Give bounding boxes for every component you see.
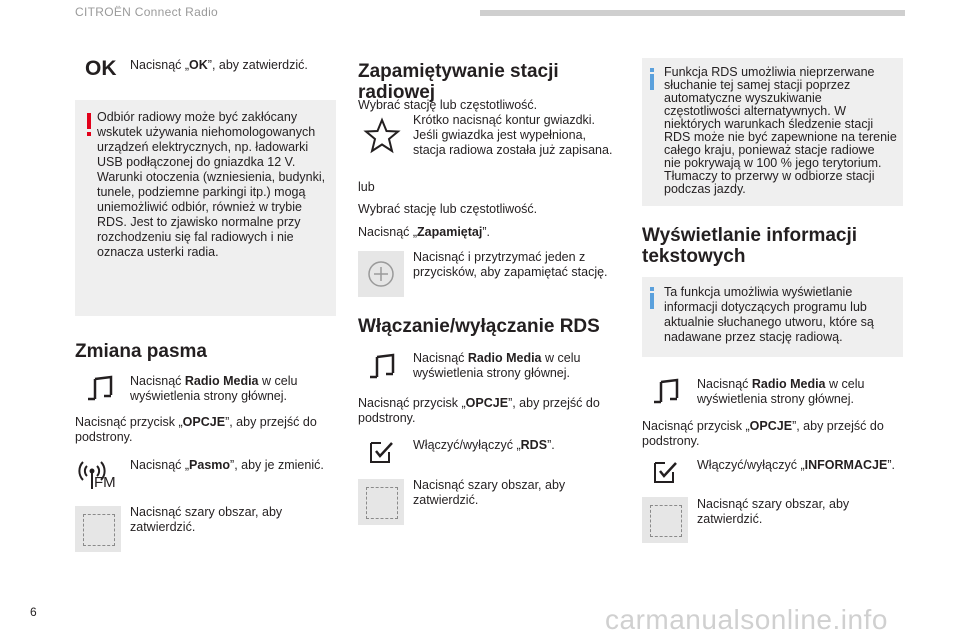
star-icon (363, 117, 401, 155)
music-note-icon (86, 375, 114, 403)
save-star-instructions: Krótko nacisnąć kontur gwiazdki. Jeśli gwiazdka jest wypełniona, stacja radiowa została już zapisana. (413, 113, 613, 157)
info-step-toggle: Włączyć/wyłączyć „INFORMACJE”. (697, 458, 895, 472)
add-preset-icon (358, 251, 404, 297)
page-number: 6 (30, 605, 37, 619)
info-step-radio-media: Nacisnąć Radio Media w celu wyświetlenia strony głównej. (697, 377, 865, 406)
rds-step-toggle: Włączyć/wyłączyć „RDS”. (413, 438, 555, 452)
header-bar (480, 10, 905, 16)
info-rds-text: Funkcja RDS umożliwia nieprzerwane słuchanie tej samej stacji poprzez automatyczne wyszukiwanie częstotliwości alternatywnych. W niektórych warunkach śledzenie stacji RDS może nie być zapewnione na terenie całego kraju, ponieważ stacje radiowe nie pokrywają w 100 % jego terytorium. Tłumaczy to przerwy w odbiorze stacji podczas jazdy. (664, 65, 897, 196)
rds-step-options: Nacisnąć przycisk „OPCJE”, aby przejść do podstrony. (358, 396, 600, 425)
section-title-save-station: Zapamiętywanie stacji radiowej (358, 61, 559, 103)
save-step-select-2: Wybrać stację lub częstotliwość. (358, 202, 538, 216)
fm-label: FM (94, 474, 116, 491)
checkbox-icon-info (653, 460, 679, 484)
running-header: CITROËN Connect Radio (75, 5, 219, 19)
info-step-options: Nacisnąć przycisk „OPCJE”, aby przejść do podstrony. (642, 419, 884, 448)
band-step-pasmo: Nacisnąć „Pasmo”, aby je zmienić. (130, 458, 324, 472)
section-title-text-info: Wyświetlanie informacji tekstowych (642, 225, 858, 267)
watermark: carmanualsonline.info (605, 604, 888, 635)
grey-area-icon-rds (358, 479, 404, 525)
ok-instruction: Nacisnąć „OK”, aby zatwierdzić. (130, 58, 308, 72)
save-step-select: Wybrać stację lub częstotliwość. (358, 98, 538, 112)
save-step-zapamietaj: Nacisnąć „Zapamiętaj”. (358, 225, 490, 239)
music-note-icon-info (652, 378, 680, 406)
band-step-confirm: Nacisnąć szary obszar, aby zatwierdzić. (130, 505, 283, 534)
music-note-icon-rds (368, 353, 396, 381)
info-icon-2 (650, 287, 654, 291)
ok-icon: OK (85, 57, 117, 80)
band-step-options: Nacisnąć przycisk „OPCJE”, aby przejść do podstrony. (75, 415, 317, 444)
save-preset-instructions: Nacisnąć i przytrzymać jeden z przycisków, aby zapamiętać stację. (413, 250, 608, 279)
info-step-confirm: Nacisnąć szary obszar, aby zatwierdzić. (697, 497, 850, 526)
section-title-band: Zmiana pasma (75, 341, 207, 362)
band-step-radio-media: Nacisnąć Radio Media w celu wyświetlenia strony głównej. (130, 374, 298, 403)
section-title-rds: Włączanie/wyłączanie RDS (358, 316, 600, 337)
info-icon-bar (650, 74, 654, 90)
info-box-text (642, 277, 903, 357)
grey-area-icon (75, 506, 121, 552)
warning-icon (87, 113, 91, 129)
save-or: lub (358, 180, 375, 194)
rds-step-radio-media: Nacisnąć Radio Media w celu wyświetlenia strony głównej. (413, 351, 581, 380)
grey-area-icon-info (642, 497, 688, 543)
warning-box (75, 100, 336, 316)
checkbox-icon-rds (369, 440, 395, 464)
warning-text: Odbiór radiowy może być zakłócany wskutek używania niehomologowanych urządzeń elektrycznych, np. ładowarki USB podłączonej do gniazdka 12 V. Warunki otoczenia (wzniesienia, budynki, tunele, podziemne parkingi itp.) mogą uniemożliwić odbiór, również w trybie RDS. Jest to zjawisko normalne przy rozchodzeniu się fal radiowych i nie oznacza usterki radia. (97, 110, 326, 259)
info-box-rds (642, 58, 903, 206)
info-icon-2-bar (650, 293, 654, 309)
info-text-description: Ta funkcja umożliwia wyświetlanie informacji dotyczących programu lub aktualnie słuchanego utworu, które są nadawane przez stację radiową. (664, 285, 874, 344)
info-icon (650, 68, 654, 72)
rds-step-confirm: Nacisnąć szary obszar, aby zatwierdzić. (413, 478, 566, 507)
warning-icon-dot (87, 132, 91, 136)
radio-fm-icon (78, 455, 122, 495)
